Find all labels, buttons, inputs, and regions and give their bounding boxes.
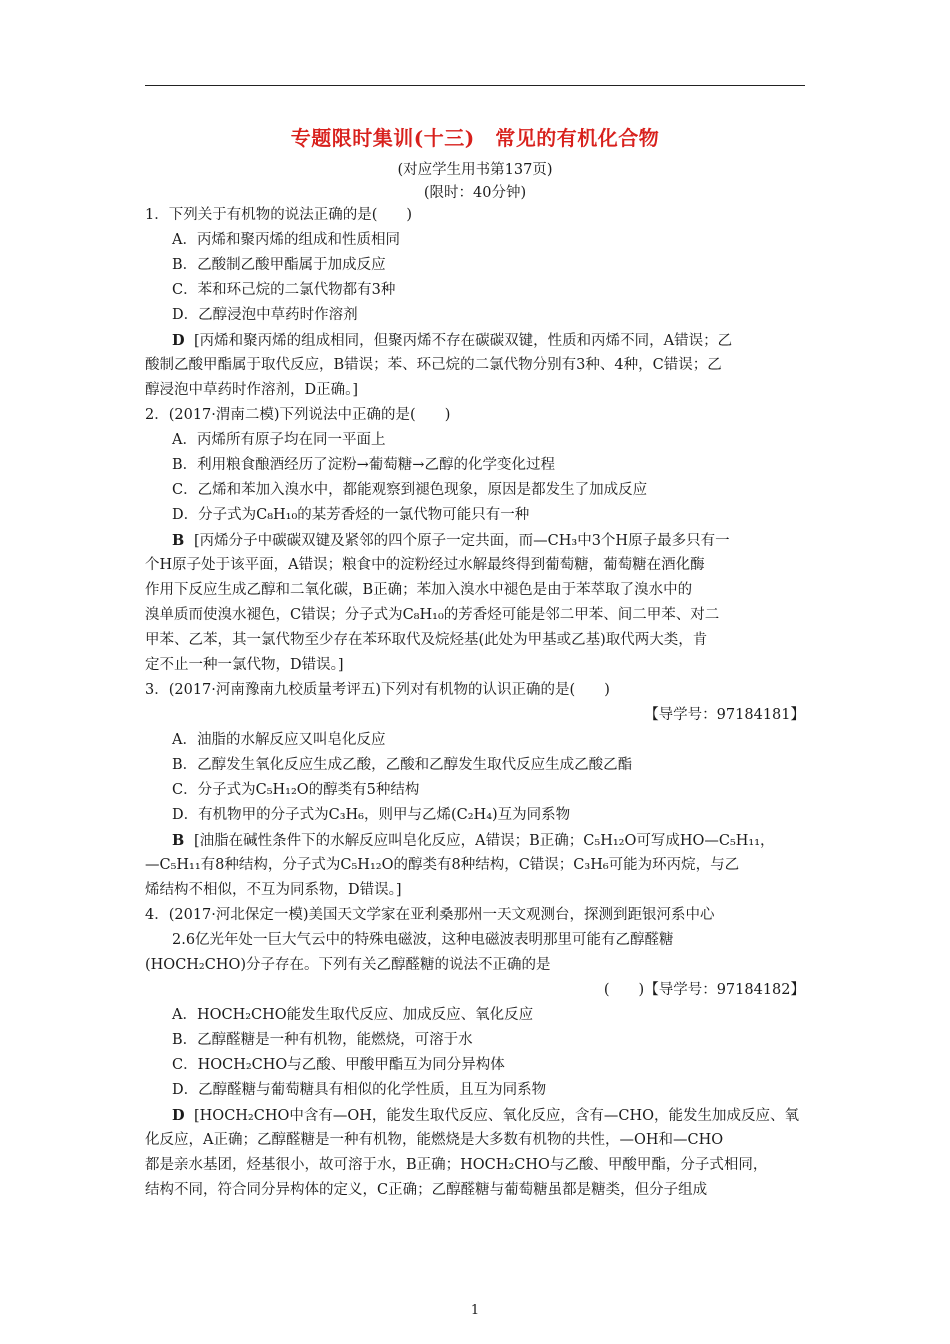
answer-explanation: 作用下反应生成乙醇和二氧化碳，B正确；苯加入溴水中褪色是由于苯萃取了溴水中的 [145, 582, 693, 598]
answer-letter: D [172, 332, 185, 349]
answer-letter: B [172, 832, 185, 849]
answer-explanation: 个H原子处于该平面，A错误；粮食中的淀粉经过水解最终得到葡萄糖，葡萄糖在酒化酶 [145, 557, 705, 573]
answer-explanation: —C₅H₁₁有8种结构，分子式为C₅H₁₂O的醇类有8种结构，C错误；C₃H₆可能为环丙烷，与乙 [145, 857, 740, 873]
guide-number: 【导学号：97184181】 [644, 707, 805, 723]
answer-explanation: 化反应，A正确；乙醇醛糖是一种有机物，能燃烧是大多数有机物的共性，—OH和—CHO [145, 1132, 724, 1148]
question-2-answer [145, 528, 805, 553]
question-3-option-c: C．分子式为C₅H₁₂O的醇类有5种结构 [172, 782, 420, 798]
answer-explanation: 酸制乙酸甲酯属于取代反应，B错误；苯、环己烷的二氯代物分别有3种、4种，C错误；乙 [145, 357, 722, 373]
question-4-option-c: C．HOCH₂CHO与乙酸、甲酸甲酯互为同分异构体 [172, 1057, 505, 1073]
answer-letter: B [172, 532, 185, 549]
question-4-stem-cont: 2.6亿光年处一巨大气云中的特殊电磁波，这种电磁波表明那里可能有乙醇醛糖 [172, 932, 674, 948]
answer-explanation: 都是亲水基团，烃基很小，故可溶于水，B正确；HOCH₂CHO与乙酸、甲酸甲酯，分子式相同， [145, 1157, 768, 1173]
question-3-stem: 3．(2017·河南豫南九校质量考评五)下列对有机物的认识正确的是( ) [145, 682, 610, 698]
question-1-answer [145, 328, 805, 353]
question-4-option-d: D．乙醇醛糖与葡萄糖具有相似的化学性质，且互为同系物 [172, 1082, 547, 1098]
source-note: (对应学生用书第137页) [397, 162, 553, 178]
time-limit: (限时：40分钟) [423, 185, 527, 201]
top-rule [145, 85, 805, 86]
question-1-option-c: C．苯和环己烷的二氯代物都有3种 [172, 282, 396, 298]
question-4-stem-cont: (HOCH₂CHO)分子存在。下列有关乙醇醛糖的说法不正确的是 [145, 957, 551, 973]
question-1-option-b: B．乙酸制乙酸甲酯属于加成反应 [172, 257, 386, 273]
answer-explanation: 结构不同，符合同分异构体的定义，C正确；乙醇醛糖与葡萄糖虽都是糖类，但分子组成 [145, 1182, 708, 1198]
question-4-stem: 4．(2017·河北保定一模)美国天文学家在亚利桑那州一天文观测台，探测到距银河系中心 [145, 907, 715, 923]
question-1-option-d: D．乙醇浸泡中草药时作溶剂 [172, 307, 358, 323]
question-2-stem: 2．(2017·渭南二模)下列说法中正确的是( ) [145, 407, 451, 423]
answer-explanation: 定不止一种一氯代物，D错误。] [145, 657, 344, 673]
question-2-option-d: D．分子式为C₈H₁₀的某芳香烃的一氯代物可能只有一种 [172, 507, 530, 523]
question-1-option-a: A．丙烯和聚丙烯的组成和性质相同 [172, 232, 400, 248]
answer-letter: D [172, 1107, 185, 1124]
answer-explanation: [丙烯和聚丙烯的组成相同，但聚丙烯不存在碳碳双键，性质和丙烯不同，A错误；乙 [194, 333, 733, 349]
page-title: 专题限时集训(十三) 常见的有机化合物 [290, 126, 660, 150]
question-3-option-a: A．油脂的水解反应又叫皂化反应 [172, 732, 386, 748]
question-list [145, 203, 805, 1203]
answer-explanation: 溴单质而使溴水褪色，C错误；分子式为C₈H₁₀的芳香烃可能是邻二甲苯、间二甲苯、对二 [145, 607, 720, 623]
question-2-option-a: A．丙烯所有原子均在同一平面上 [172, 432, 386, 448]
answer-explanation: [油脂在碱性条件下的水解反应叫皂化反应，A错误；B正确；C₅H₁₂O可写成HO—C₅H₁₁， [194, 833, 775, 849]
question-2-option-b: B．利用粮食酿酒经历了淀粉→葡萄糖→乙醇的化学变化过程 [172, 457, 555, 473]
question-4-option-b: B．乙醇醛糖是一种有机物，能燃烧，可溶于水 [172, 1032, 473, 1048]
question-2-option-c: C．乙烯和苯加入溴水中，都能观察到褪色现象，原因是都发生了加成反应 [172, 482, 648, 498]
question-3-option-d: D．有机物甲的分子式为C₃H₆，则甲与乙烯(C₂H₄)互为同系物 [172, 807, 571, 823]
page-number: 1 [470, 1303, 480, 1318]
question-4-answer [145, 1103, 805, 1128]
question-3-option-b: B．乙醇发生氧化反应生成乙酸，乙酸和乙醇发生取代反应生成乙酸乙酯 [172, 757, 633, 773]
answer-explanation: 烯结构不相似，不互为同系物，D错误。] [145, 882, 402, 898]
answer-explanation: 醇浸泡中草药时作溶剂，D正确。] [145, 382, 359, 398]
guide-number: ( )【导学号：97184182】 [603, 982, 805, 998]
answer-explanation: 甲苯、乙苯，其一氯代物至少存在苯环取代及烷烃基(此处为甲基或乙基)取代两大类，肯 [145, 632, 708, 648]
answer-explanation: [HOCH₂CHO中含有—OH，能发生取代反应、氧化反应，含有—CHO，能发生加成反应、氧 [194, 1108, 800, 1124]
answer-explanation: [丙烯分子中碳碳双键及紧邻的四个原子一定共面，而—CH₃中3个H原子最多只有一 [194, 533, 730, 549]
question-1-stem: 1．下列关于有机物的说法正确的是( ) [145, 207, 413, 223]
question-3-answer [145, 828, 805, 853]
question-4-option-a: A．HOCH₂CHO能发生取代反应、加成反应、氧化反应 [172, 1007, 534, 1023]
